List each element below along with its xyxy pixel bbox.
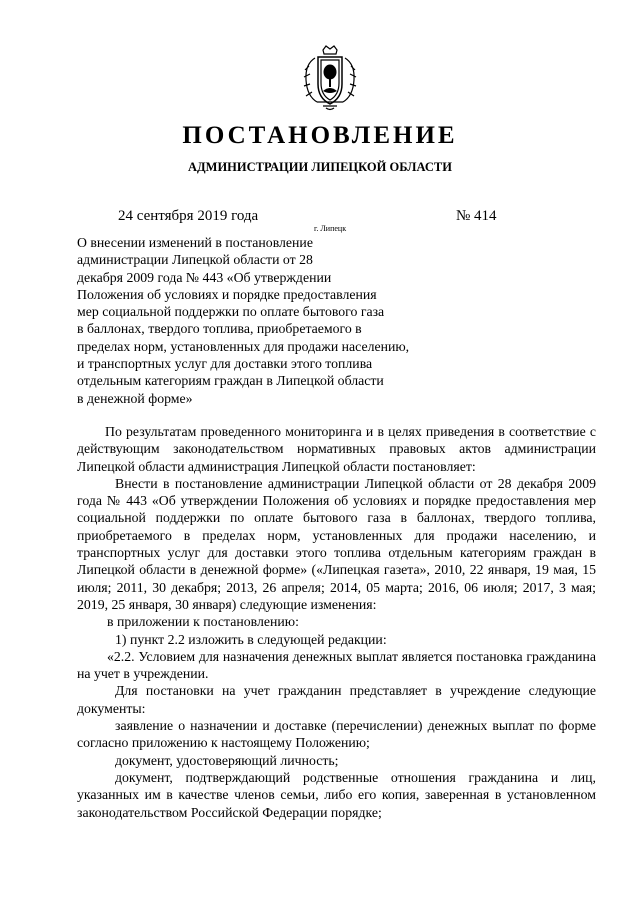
subject-line: пределах норм, установленных для продажи населению, <box>77 338 410 354</box>
subject-line: и транспортных услуг для доставки этого топлива <box>77 356 373 372</box>
document-date: 24 сентября 2019 года <box>118 208 259 224</box>
subject-line: декабря 2009 года № 443 «Об утверждении <box>77 269 332 285</box>
body-paragraph: Для постановки на учет гражданин представляет в учреждение следующие документы: <box>77 683 596 716</box>
subject-line: в баллонах, твердого топлива, приобретаемого в <box>77 321 362 337</box>
body-paragraph: Внести в постановление администрации Липецкой области от 28 декабря 2009 года № 443 «Об утверждении Положения об условиях и порядке предоставления мер социальной поддержки по оплате бытового газа в баллонах, твердого топлива, приобретаемого в пределах норм, установленных для продажи населению, и транспортных услуг для доставки этого топлива отдельным категориям граждан в Липецкой области в денежной форме» («Липецкая газета», 2010, 22 января, 19 мая, 15 июля; 2011, 30 декабря; 2013, 26 апреля; 2014, 05 марта; 2016, 06 июля; 2017, 3 мая; 2019, 25 января, 30 января) следующие изменения: <box>77 475 596 612</box>
subject-line: мер социальной поддержки по оплате бытового газа <box>77 304 385 320</box>
document-number: № 414 <box>456 208 497 224</box>
body-paragraph: «2.2. Условием для назначения денежных выплат является постановка гражданина на учет в учреждении. <box>77 648 596 682</box>
document-title: ПОСТАНОВЛЕНИЕ <box>182 122 458 149</box>
body-paragraph: документ, подтверждающий родственные отношения гражданина и лиц, указанных им в качестве членов семьи, либо его копия, заверенная в установленном законодательством Российской Федерации порядке; <box>77 769 596 820</box>
coat-of-arms-icon <box>301 44 359 112</box>
document-body <box>77 423 596 821</box>
subject-line: отдельным категориям граждан в Липецкой области <box>77 373 384 389</box>
subject-line: О внесении изменений в постановление <box>77 235 313 250</box>
body-paragraph: в приложении к постановлению: <box>107 614 299 630</box>
document-subtitle: АДМИНИСТРАЦИИ ЛИПЕЦКОЙ ОБЛАСТИ <box>188 160 452 174</box>
subject-line: администрации Липецкой области от 28 <box>77 252 313 268</box>
subject-line: в денежной форме» <box>77 390 193 406</box>
document-subject <box>77 234 457 407</box>
document-city: г. Липецк <box>314 224 347 233</box>
body-paragraph: 1) пункт 2.2 изложить в следующей редакции: <box>115 631 387 647</box>
body-paragraph: заявление о назначении и доставке (перечислении) денежных выплат по форме согласно приложению к настоящему Положению; <box>77 718 596 751</box>
body-paragraph: документ, удостоверяющий личность; <box>115 752 339 768</box>
subject-line: Положения об условиях и порядке предоставления <box>77 286 377 302</box>
body-paragraph: По результатам проведенного мониторинга и в целях приведения в соответствие с действующим законодательством нормативных правовых актов администрации Липецкой области администрация Липецкой области постановляет: <box>77 424 596 474</box>
